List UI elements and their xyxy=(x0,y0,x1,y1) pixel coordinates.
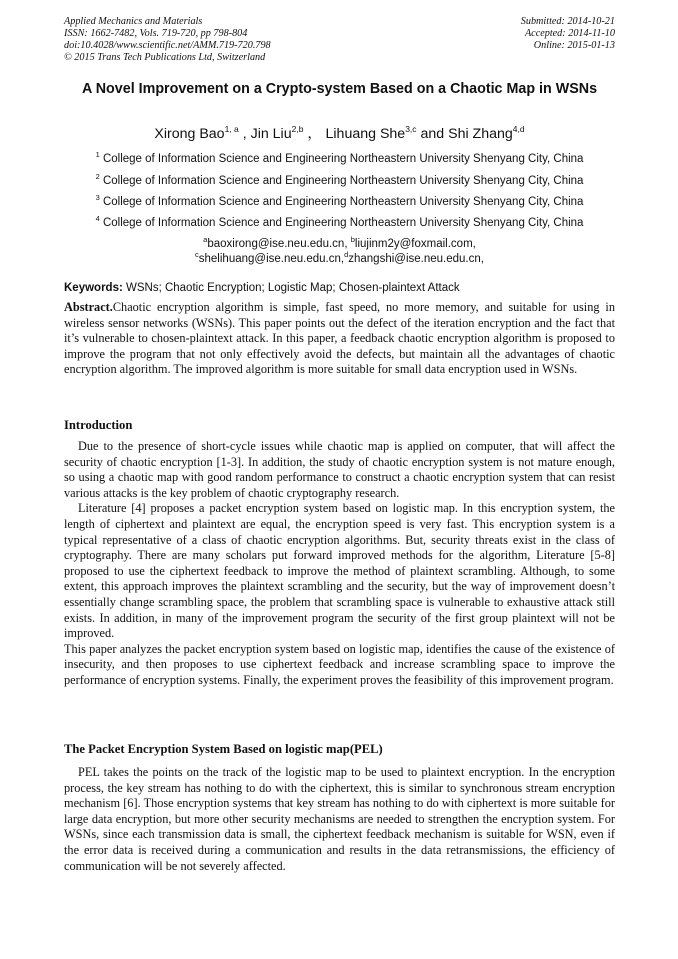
submission-dates xyxy=(521,16,615,52)
affiliation xyxy=(64,216,615,230)
keywords-label: Keywords: xyxy=(64,282,123,294)
author-affiliation-mark: 4,d xyxy=(512,124,525,134)
author-affiliation-mark: 3,c xyxy=(405,124,417,134)
affiliation xyxy=(64,195,615,209)
author-separator: ， xyxy=(303,126,326,142)
accepted-date: Accepted: 2014-11-10 xyxy=(524,28,615,39)
section-heading-pel: The Packet Encryption System Based on logistic map(PEL) xyxy=(64,742,383,756)
email-b: liujinm2y@foxmail.com, xyxy=(354,238,476,250)
author-name: Lihuang She xyxy=(325,126,406,142)
journal-copyright: © 2015 Trans Tech Publications Ltd, Switzerland xyxy=(64,52,266,63)
paragraph: PEL takes the points on the track of the logistic map to be used to plaintext encryption. In the encryption process, the key stream has nothing to do with the ciphertext, this is similar to synchronous stream encryption mechanism [6]. Those encryption systems that key stream has nothing to do with ciphertext is more suitable for large data encryption, but more other security mechanisms are needed to strengthen the encryption system. For WSNs, since each transmission data is small, the ciphertext feedback mechanism is suitable for WSN, even if the error data is received during a communication and results in the data retransmissions, the efficiency of communication will be not severely affected. xyxy=(64,765,615,873)
journal-name: Applied Mechanics and Materials xyxy=(64,16,203,27)
author-name: Jin Liu xyxy=(250,126,292,142)
affiliation-text: College of Information Science and Engineering Northeastern University Shenyang City, China xyxy=(102,217,584,229)
journal-doi: doi:10.4028/www.scientific.net/AMM.719-720.798 xyxy=(64,40,271,51)
author-affiliation-mark: 2,b xyxy=(291,124,304,134)
affiliation-text: College of Information Science and Engineering Northeastern University Shenyang City, China xyxy=(102,153,584,165)
author-separator: and xyxy=(416,126,449,142)
pel-body xyxy=(64,765,615,874)
submitted-date: Submitted: 2014-10-21 xyxy=(520,16,615,27)
email-mark: d xyxy=(344,250,349,259)
author-separator: , xyxy=(238,126,251,142)
paragraph: Due to the presence of short-cycle issues while chaotic map is applied on computer, that will affect the security of chaotic encryption [1-3]. In addition, the study of chaotic encryption system is not mature enough, so using a chaotic map with good random performance to construct a chaotic encryption system that can resist various attacks is the key problem of chaotic cryptography research. xyxy=(64,439,615,500)
affiliation xyxy=(64,174,615,188)
email-mark: a xyxy=(203,235,208,244)
section-heading-introduction: Introduction xyxy=(64,418,133,432)
affiliation-number: 4 xyxy=(95,214,100,223)
online-date: Online: 2015-01-13 xyxy=(533,40,615,51)
keywords xyxy=(64,281,460,295)
paragraph: This paper analyzes the packet encryption system based on logistic map, identifies the cause of the existence of insecurity, and then proposes to use ciphertext feedback and increase scrambling space to improve the performance of encryption systems. Finally, the experiment proves the feasibility of this improvement program. xyxy=(64,641,615,687)
paragraph: Literature [4] proposes a packet encryption system based on logistic map. In this encryption system, the length of ciphertext and plaintext are equal, the encryption speed is very fast. This encryption system is a typical representative of a class of chaotic encryption algorithms. But, security threats exist in the class of cryptography. There are many scholars put forward improved methods for the algorithm, Literature [5-8] proposed to use the ciphertext feedback to improve the method of plaintext scrambling. Although, to some extent, this approach improves the plaintext scrambling and the security, but the way of improvement doesn’t essentially change scrambling space, the problem that scrambling space is vulnerable to exhaustive attack still exists. In addition, in many of the improvement program the security of the first group plaintext will not be improved. xyxy=(64,501,615,641)
email-c: shelihuang@ise.neu.edu.cn, xyxy=(198,253,345,265)
author-name: Shi Zhang xyxy=(448,126,513,142)
author-emails xyxy=(64,237,615,267)
abstract-text: Chaotic encryption algorithm is simple, fast speed, no more memory, and suitable for using in wireless sensor networks (WSNs). This paper points out the defect of the iteration encryption and the fact that it’s vulnerable to chosen-plaintext attack. In this paper, a feedback chaotic encryption algorithm is proposed to improve the program that not only effectively avoid the defects, but maintain all the advantages of chaotic encryption algorithm. The improved algorithm is more suitable for small data encryption used in WSNs. xyxy=(64,300,615,377)
affiliation xyxy=(64,152,615,166)
affiliation-number: 1 xyxy=(95,150,100,159)
author-name: Xirong Bao xyxy=(154,126,225,142)
abstract-label: Abstract. xyxy=(64,300,113,314)
email-d: zhangshi@ise.neu.edu.cn, xyxy=(348,253,484,265)
email-line xyxy=(64,252,615,267)
paper-title: A Novel Improvement on a Crypto-system Based on a Chaotic Map in WSNs xyxy=(81,81,598,97)
journal-issn: ISSN: 1662-7482, Vols. 719-720, pp 798-804 xyxy=(64,28,248,39)
keywords-text: WSNs; Chaotic Encryption; Logistic Map; Chosen-plaintext Attack xyxy=(122,282,460,294)
email-mark: c xyxy=(195,250,199,259)
email-line xyxy=(64,237,615,252)
affiliation-text: College of Information Science and Engineering Northeastern University Shenyang City, China xyxy=(102,196,584,208)
affiliation-text: College of Information Science and Engineering Northeastern University Shenyang City, China xyxy=(102,175,584,187)
author-affiliation-mark: 1, a xyxy=(224,124,239,134)
abstract xyxy=(64,300,615,378)
journal-header xyxy=(64,16,271,64)
affiliation-number: 3 xyxy=(95,193,100,202)
email-mark: b xyxy=(350,235,355,244)
email-a: baoxirong@ise.neu.edu.cn, xyxy=(207,238,351,250)
affiliation-number: 2 xyxy=(95,172,100,181)
introduction-body xyxy=(64,439,615,689)
author-list xyxy=(64,124,615,144)
